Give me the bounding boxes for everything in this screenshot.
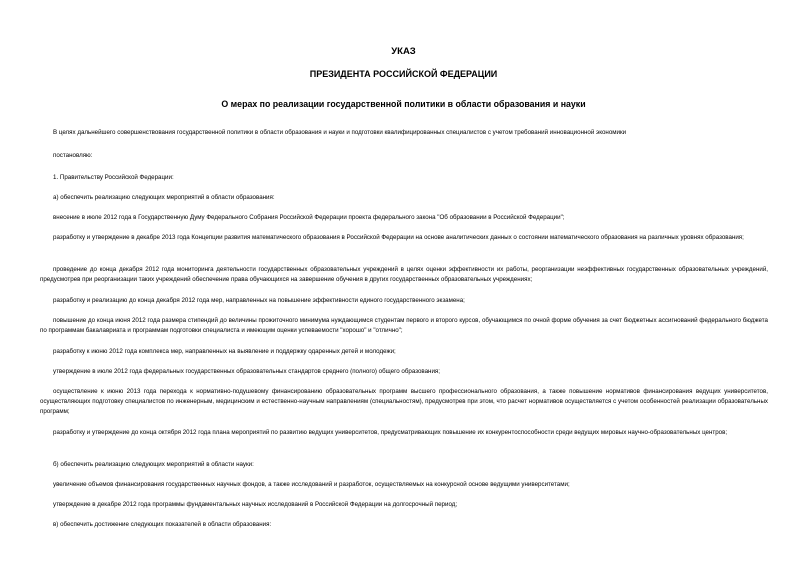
paragraph-item: увеличение объемов финансирования государственных научных фондов, а также исследований и разработок, осуществляемых на конкурсной основе ведущими университетами; <box>53 481 570 488</box>
paragraph-item: разработку и реализацию до конца декабря 2012 года мер, направленных на повышение эффективности единого государственного экзамена; <box>53 297 465 304</box>
paragraph-item: повышение до конца июня 2012 года размера стипендий до величины прожиточного минимума нуждающимся студентам первого и второго курсов, обучающимся по очной форме обучения за счет бюджетных ассигнований федерального бюджета по программам бакалавриата и программам подготовки специалиста и имеющим оценки успеваемости "хорошо" и "отлично"; <box>40 317 768 334</box>
paragraph-subsection-c: в) обеспечить достижение следующих показателей в области образования: <box>53 521 272 528</box>
issuer-heading: ПРЕЗИДЕНТА РОССИЙСКОЙ ФЕДЕРАЦИИ <box>309 69 498 79</box>
paragraph-item: утверждение в декабре 2012 года программы фундаментальных научных исследований в Российской Федерации на долгосрочный период; <box>53 501 458 508</box>
paragraph-item: разработку и утверждение в декабре 2013 года Концепции развития математического образования в Российской Федерации на основе аналитических данных о состоянии математического образования на различных уровнях образования; <box>53 234 744 241</box>
paragraph-item: внесение в июле 2012 года в Государственную Думу Федерального Собрания Российской Федерации проекта федерального закона "Об образовании в Российской Федерации"; <box>53 214 565 221</box>
paragraph-item: разработку к июню 2012 года комплекса мер, направленных на выявление и поддержку одаренных детей и молодежи; <box>53 348 396 355</box>
paragraph-item: разработку и утверждение до конца октября 2012 года плана мероприятий по развитию ведущих университетов, предусматривающих повышение их конкурентоспособности среди ведущих мировых научно-образовательных центров; <box>53 429 728 436</box>
decree-heading: УКАЗ <box>391 46 416 57</box>
paragraph-preamble: В целях дальнейшего совершенствования государственной политики в области образования и науки и подготовки квалифицированных специалистов с учетом требований инновационной экономики <box>53 129 627 136</box>
paragraph-subsection-b: б) обеспечить реализацию следующих мероприятий в области науки: <box>53 461 254 468</box>
paragraph-item: осуществление к июню 2013 года перехода к нормативно-подушевому финансированию образовательных программ высшего профессионального образования, а также повышение нормативов финансирования ведущих университетов, осуществляющих подготовку специалистов по инженерным, медицинским и естественно-научным направлениям (специальностям), предусмотрев при этом, что расчет нормативов осуществляется с учетом особенностей реализации образовательных программ; <box>40 388 768 415</box>
paragraph-subsection-a: а) обеспечить реализацию следующих мероприятий в области образования: <box>53 194 275 201</box>
paragraph-item: проведение до конца декабря 2012 года мониторинга деятельности государственных образовательных учреждений в целях оценки эффективности их работы, реорганизации неэффективных государственных образовательных учреждений, предусмотрев при реорганизации таких учреждений обеспечение права обучающихся на завершение обучения в других государственных образовательных учреждениях; <box>40 266 768 283</box>
paragraph-section-1: 1. Правительству Российской Федерации: <box>53 174 174 181</box>
paragraph-item: утверждение в июле 2012 года федеральных государственных образовательных стандартов среднего (полного) общего образования; <box>53 368 441 375</box>
paragraph-decree: постановляю: <box>53 152 93 159</box>
document-title: О мерах по реализации государственной политики в области образования и науки <box>221 99 586 109</box>
